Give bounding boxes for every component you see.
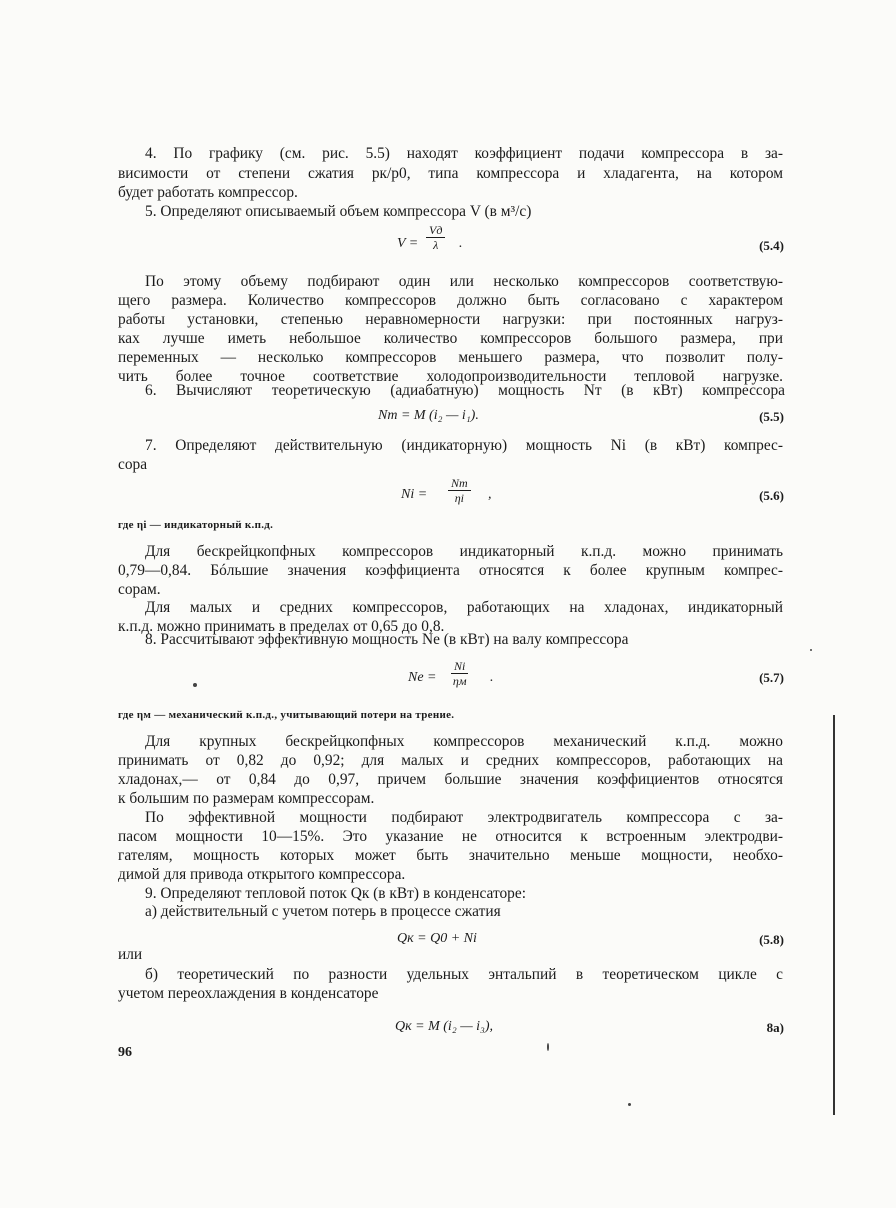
eq-5-4-denominator: λ [433, 238, 439, 252]
item9b-line1: б) теоретический по разности удельных энтальпий в теоретическом цикле с [145, 966, 783, 983]
para-mech-line4: к большим по размерам компрессорам. [118, 790, 375, 807]
scan-speck [193, 683, 197, 687]
para-mech-line1: Для крупных бескрейцкопфных компрессоров механический к.п.д. можно [145, 733, 783, 750]
eq-5-6-fraction [448, 476, 471, 505]
item9-line-a: а) действительный с учетом потерь в процессе сжатия [145, 903, 501, 920]
item9-line1: 9. Определяют тепловой поток Qк (в кВт) в конденсаторе: [145, 885, 526, 902]
para-small-line2: к.п.д. можно принимать в пределах от 0,65 до 0,8. [118, 618, 445, 635]
para-screw-line3: сорам. [118, 581, 161, 598]
eq-5-4-numerator: Vд [426, 223, 445, 238]
item5-line1: 5. Определяют описываемый объем компрессора V (в м³/с) [145, 203, 532, 220]
scan-speck [628, 1103, 631, 1106]
scan-edge-line [833, 715, 835, 1115]
para-volume-line5: переменных — несколько компрессоров меньшего размера, что позволит полу- [118, 349, 783, 366]
eq-5-7-numerator: Ni [451, 659, 468, 674]
eq-5-7-fraction [451, 659, 468, 688]
para-volume-line4: ках лучше иметь небольшое количество компрессоров большого размера, при [118, 330, 783, 347]
note-5-7: где ηм — механический к.п.д., учитывающий потери на трение. [118, 709, 455, 721]
eq-5-6-denominator: ηi [454, 491, 464, 505]
para-mech-line3: хладонах,— от 0,84 до 0,97, причем большие значения коэффициентов относятся [118, 771, 783, 788]
eq-5-8: Qк = Q0 + Ni [397, 931, 477, 946]
eq-5-8-number: (5.8) [759, 932, 784, 947]
eq-5-6-tail: , [488, 487, 492, 502]
page-number: 96 [118, 1045, 132, 1060]
item7-line1: 7. Определяют действительную (индикаторную) мощность Ni (в кВт) компрес- [145, 437, 783, 454]
eq-5-6-lhs: Ni = [401, 487, 428, 502]
para-screw-line2: 0,79—0,84. Бóльшие значения коэффициента относятся к более крупным компрес- [118, 562, 783, 579]
item8-line1: 8. Рассчитывают эффективную мощность Ne (в кВт) на валу компрессора [145, 631, 629, 648]
para-small-line1: Для малых и средних компрессоров, работающих на хладонах, индикаторный [145, 599, 783, 616]
para-screw-line1: Для бескрейцкопфных компрессоров индикаторный к.п.д. можно принимать [145, 543, 783, 560]
eq-5-8a: Qк = M (i₂ — i₃), [395, 1019, 494, 1034]
eq-5-7-lhs: Ne = [408, 670, 437, 685]
item4-line2: висимости от степени сжатия pк/p0, типа компрессора и хладагента, на котором [118, 165, 783, 182]
item4-line1: 4. По графику (см. рис. 5.5) находят коэффициент подачи компрессора в за- [145, 145, 783, 162]
para-volume-line2: щего размера. Количество компрессоров должно быть согласовано с характером [118, 292, 783, 309]
eq-5-4-number: (5.4) [759, 238, 784, 253]
para-motor-line2: пасом мощности 10—15%. Это указание не относится к встроенным электродви- [118, 828, 783, 845]
scan-speck [547, 1043, 549, 1051]
scan-speck [810, 649, 812, 651]
para-volume-line1: По этому объему подбирают один или несколько компрессоров соответствую- [145, 273, 783, 290]
eq-5-4-fraction [426, 223, 445, 252]
para-motor-line4: димой для привода открытого компрессора. [118, 866, 406, 883]
eq-5-6-numerator: Nт [448, 476, 471, 491]
para-mech-line2: принимать от 0,82 до 0,92; для малых и средних компрессоров, работающих на [118, 752, 783, 769]
item9b-line2: учетом переохлаждения в конденсаторе [118, 985, 379, 1002]
eq-5-8a-number: 8а) [766, 1020, 784, 1035]
eq-5-7-denominator: ηм [452, 674, 467, 688]
item6-line1: 6. Вычисляют теоретическую (адиабатную) мощность Nт (в кВт) компрессора [145, 382, 785, 399]
eq-5-6-number: (5.6) [759, 488, 784, 503]
eq-5-7-tail: . [490, 670, 494, 685]
item4-line3: будет работать компрессор. [118, 184, 298, 201]
item7-line2: сора [118, 456, 148, 473]
para-volume-line3: работы установки, степенью неравномерности нагрузки: при постоянных нагруз- [118, 311, 783, 328]
eq-5-7-number: (5.7) [759, 670, 784, 685]
eq-5-5-number: (5.5) [759, 409, 784, 424]
para-motor-line3: гателям, мощность которых может быть значительно меньше мощности, необхо- [118, 847, 783, 864]
eq-5-4-tail: . [459, 236, 463, 251]
note-5-6: где ηi — индикаторный к.п.д. [118, 519, 274, 531]
eq-5-4-lhs: V = [397, 236, 419, 251]
eq-5-5: Nт = M (i₂ — i₁). [378, 408, 479, 423]
or-word: или [118, 946, 143, 963]
para-motor-line1: По эффективной мощности подбирают электродвигатель компрессора с за- [145, 809, 783, 826]
para-volume-line6: чить более точное соответствие холодопроизводительности тепловой нагрузке. [118, 368, 783, 385]
